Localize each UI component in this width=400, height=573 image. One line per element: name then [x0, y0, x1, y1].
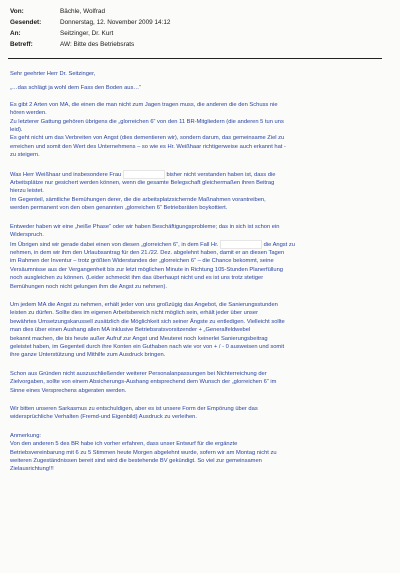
header-subject-row [10, 39, 382, 50]
body-line: Versäumnisse aus der Vergangenheit bis zur letzt möglichen Minute in Richtung 105-Stunden Planerfüllung [10, 266, 283, 273]
body-line: Es geht nicht um das Verbreiten von Angst (dies dementieren wir), sondern darum, das gemeinsame Ziel zu [10, 135, 285, 142]
subject-value: AW: Bitte des Betriebsrats [60, 41, 135, 48]
body-line: Zielausrichtung!!! [10, 466, 54, 473]
redaction-box [123, 170, 165, 179]
body-line: Entweder haben wir eine „heiße Phase“ oder wir haben Beschäftigungsprobleme; das in sich ist schon ein [10, 223, 280, 230]
body-line [10, 240, 378, 249]
body-line: im Rahmen der Inventur – trotz größten Widerstandes der „glorreichen 6“ – die Chance bekommt, seine [10, 258, 274, 265]
body-text: die Angst zu [263, 241, 295, 248]
body-line: Betriebsvereinbarung mit 6 zu 5 Stimmen heute Morgen abgelehnt wurde, sofern wir am Montag nicht zu [10, 449, 277, 456]
body-line: Widerspruch. [10, 232, 44, 239]
body-line: Bemühungen noch nicht gelungen ihm die Angst zu nehmen). [10, 283, 167, 290]
body-line: Zu letzterer Gattung gehören übrigens die „glorreichen 6“ von den 11 BR-Mitgliedern (die anderen 5 tun uns [10, 118, 284, 125]
body-line: bekannt machen, die bis heute außer Aufruf zur Angst und Meuterei noch keinerlei Sanierungsbeitrag [10, 335, 268, 342]
body-line: bewährtes Umsetzungskarussell zusätzlich die Möglichkeit sich seiner Ängste zu entledigen. Vielleicht sollte [10, 318, 285, 325]
header-sent-row [10, 17, 382, 28]
body-line: leisten zu dürfen. Sollte dies im eigenen Arbeitsbereich nicht möglich sein, erhält jeder über unser [10, 310, 259, 317]
body-line: leid). [10, 127, 23, 134]
body-line: ihre ganze Unterstützung und Mithilfe zum Ausdruck bringen. [10, 352, 166, 359]
body-line: weiteren Zugeständnissen bereit sind wird die bestehende BV gekündigt. So viel zur gemeinsamen [10, 458, 262, 465]
body-line: hierzu leistet. [10, 188, 44, 195]
body-line: zu steigern. [10, 152, 40, 159]
redaction-box [220, 240, 262, 249]
body-line: Schon aus Gründen nicht auszuschließender weiterer Personalanpassungen bei Nichterreichung der [10, 370, 267, 377]
quote-line: „…das schlägt ja wohl dem Fass den Boden aus…“ [10, 85, 142, 92]
subject-label: Betreff: [10, 41, 33, 48]
body-line: Im Gegenteil, sämtliche Bemühungen derer, die die arbeitsplatzsichernde Maßnahmen vorantreiben, [10, 196, 266, 203]
body-line: Sinne eines Versprechens abgeraten werden. [10, 387, 127, 394]
sent-value: Donnerstag, 12. November 2009 14:12 [60, 19, 171, 26]
body-line: man dies über einen Aushang allen MA inklusive Betriebsratsvorsitzender + „Generalfeldwebel [10, 327, 251, 334]
body-line [10, 170, 378, 179]
header-from-row [10, 6, 382, 17]
body-line: Wir bitten unseren Sarkasmus zu entschuldigen, aber es ist unsere Form der Empörung über das [10, 406, 258, 413]
body-line: Es gibt 2 Arten von MA, die einen die man nicht zum Jagen tragen muss, die anderen die den Schuss nie [10, 101, 278, 108]
body-line: geleistet haben, im Gegenteil durch ihre Konten ein Guthaben nach wie vor von + / - 0 ausweisen und somit [10, 344, 285, 350]
header-to-row [10, 28, 382, 39]
header-divider [8, 58, 382, 59]
from-label: Von: [10, 8, 24, 15]
to-value: Seitzinger, Dr. Kurt [60, 30, 114, 37]
body-line: nehmen, in dem wir ihm den Urlaubsantrag für den 21./22. Dez. abgelehnt haben, damit er an diesen Tagen [10, 249, 285, 256]
body-text: Was Herr Weißhaar und insbesondere Frau [10, 171, 122, 178]
salutation: Sehr geehrter Herr Dr. Seitzinger, [10, 71, 96, 77]
body-line: Zielvorgaben, sollte von einem Absicherungs-Aushang entsprechend dem Wunsch der „glorreichen 6“ im [10, 379, 277, 386]
body-line: Arbeitsplätze nur gesichert werden können, wenn die gesamte Belegschaft gleichermaßen ihren Beitrag [10, 180, 275, 187]
body-line: erreichen und somit den Wert des Unternehmens – so wie es Hr. Weißhaar richtigerweise auch erkannt hat - [10, 143, 286, 150]
from-value: Bächle, Wolfrad [60, 8, 105, 15]
body-line: widersprüchliche Verhalten (Fremd-und Eigenbild) Ausdruck zu verleihen. [10, 414, 197, 421]
body-text: bisher nicht verstanden haben ist, dass die [166, 171, 276, 178]
to-label: An: [10, 30, 21, 37]
body-line: Um jedem MA die Angst zu nehmen, erhält jeder von uns großzügig das Angebot, die Sanierungsstunden [10, 301, 278, 308]
body-text: Im Übrigen sind wir gerade dabei einen von diesen „glorreichen 6“, in dem Fall Hr. [10, 241, 219, 248]
body-line: werden permanent von den oben genannten „glorreichen 6“ Betriebsräten boykottiert. [10, 205, 228, 212]
email-header [10, 6, 382, 50]
body-line: Von den anderen 5 des BR habe ich vorher erfahren, dass unser Entwurf für die ergänzte [10, 441, 238, 448]
note-heading: Anmerkung: [10, 432, 42, 439]
sent-label: Gesendet: [10, 19, 42, 26]
email-body [10, 70, 378, 474]
body-line: hören werden. [10, 110, 47, 117]
body-line: noch ausgleichen zu können. (Leider schmeckt ihm das überhaupt nicht und es ist uns trotz stetiger [10, 275, 264, 282]
